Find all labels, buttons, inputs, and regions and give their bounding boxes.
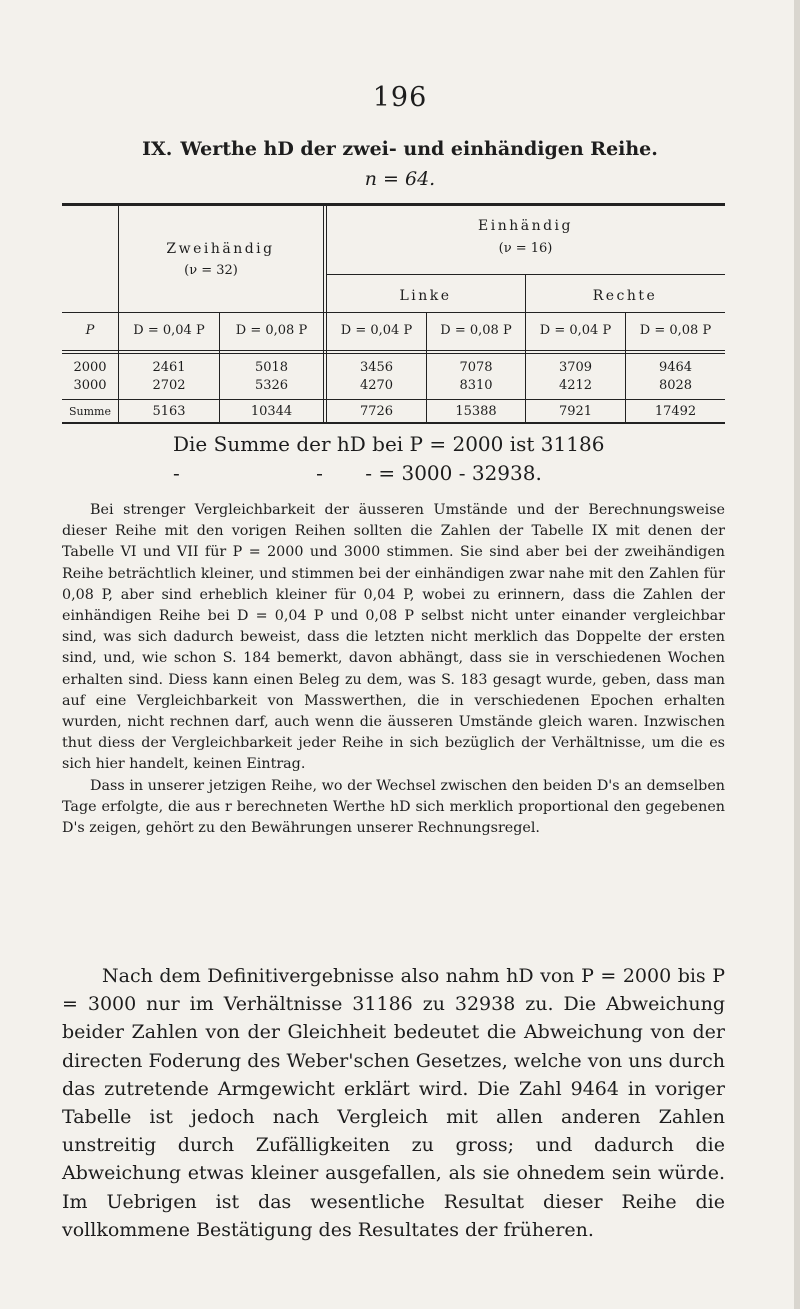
n-line: n = 64.	[364, 168, 436, 190]
table-cell: 8028	[658, 378, 693, 393]
section-number: IX.	[142, 138, 173, 160]
col-header-6: D = 0,08 P	[639, 323, 712, 338]
sum-cell: 7921	[558, 404, 593, 419]
sum-cell: 7726	[359, 404, 394, 419]
main-text-section	[62, 962, 725, 1244]
rechte-header: Rechte	[592, 288, 658, 304]
summary-rest: - = 3000 - 32938.	[365, 461, 542, 485]
table-bottom-rule	[62, 422, 725, 424]
p-header: P	[85, 323, 95, 338]
table-cell: 3456	[359, 360, 394, 375]
table-cell: 7078	[459, 360, 493, 375]
table-cell: 5326	[254, 378, 289, 393]
einhandig-nu: (ν = 16)	[498, 241, 553, 256]
section-title-text: Werthe hD der zwei- und einhändigen Reihe.	[180, 138, 658, 160]
page-edge	[794, 0, 800, 1309]
summary-dash-2: -	[316, 461, 323, 485]
table-cell: 8310	[459, 378, 493, 393]
paragraph: Nach dem Definitivergebnisse also nahm hD von P = 2000 bis P = 3000 nur im Verhältnisse 31186 zu 32938 zu. Die Abweichung beider Zahlen von der Gleichheit bedeutet die Abweichung von der directen Foderung des Weber'schen Gesetzes, welche von uns durch das zutretende Armgewicht erklärt wird. Die Zahl 9464 in voriger Tabelle ist jedoch nach Vergleich mit allen anderen Zahlen unstreitig durch Zufälligkeiten zu gross; und dadurch die Abweichung etwas kleiner ausgefallen, als sie ohnedem sein würde. Im Uebrigen ist das wesentliche Resultat dieser Reihe die vollkommene Bestätigung des Resultates der früheren.	[62, 965, 725, 1241]
page-number: 196	[372, 82, 428, 113]
sum-row-label: Summe	[69, 405, 111, 418]
data-table	[62, 203, 725, 425]
sum-cell: 17492	[654, 404, 697, 419]
sum-cell: 10344	[250, 404, 293, 419]
summary-line-2	[173, 461, 633, 485]
table-cell: 4270	[359, 378, 394, 393]
table-top-rule	[62, 203, 725, 206]
paragraph: Dass in unserer jetzigen Reihe, wo der Wechsel zwischen den beiden D's an demselben Tage erfolgte, die aus r berechneten Werthe hD sich merklich proportional den gegebenen D's zeigen, gehört zu den Bewährungen unserer Rechnungsregel.	[62, 777, 725, 837]
vrule-main-1	[323, 206, 324, 422]
sum-cell: 5163	[152, 404, 186, 419]
table-cell: 9464	[658, 360, 693, 375]
row-label: 2000	[73, 360, 107, 375]
section-title	[0, 138, 800, 160]
table-cell: 4212	[558, 378, 593, 393]
table-cell: 3709	[558, 360, 593, 375]
table-cell: 5018	[254, 360, 289, 375]
col-header-5: D = 0,04 P	[539, 323, 612, 338]
einhandig-header: Einhändig	[478, 218, 573, 234]
row-label: 3000	[73, 378, 107, 393]
summary-line-1: Die Summe der hD bei P = 2000 ist 31186	[173, 432, 605, 456]
linke-header: Linke	[399, 288, 452, 304]
paragraph: Bei strenger Vergleichbarkeit der äusseren Umstände und der Berechnungsweise dieser Reihe mit den vorigen Reihen sollten die Zahlen der Tabelle IX mit denen der Tabelle VI und VII für P = 2000 und 3000 stimmen. Sie sind aber bei der zweihändigen Reihe beträchtlich kleiner, und stimmen bei der einhändigen zwar nahe mit den Zahlen für 0,08 P, aber sind erheblich kleiner für 0,04 P, wobei zu erinnern, dass die Zahlen der einhändigen Reihe bei D = 0,04 P und 0,08 P selbst nicht unter einander vergleichbar sind, was sich dadurch beweist, dass die letzten nicht merklich das Doppelte der ersten sind, und, wie schon S. 184 bemerkt, davon abhängt, dass sie in verschiedenen Wochen erhalten sind. Diess kann einen Beleg zu dem, was S. 183 gesagt wurde, geben, dass man auf eine Vergleichbarkeit von Masswerthen, die in verschiedenen Epochen erhalten wurden, nicht rechnen darf, auch wenn die äusseren Umstände gleich waren. Inzwischen thut diess der Vergleichbarkeit jeder Reihe in sich bezüglich der Verhältnisse, um die es sich hier handelt, keinen Eintrag.	[62, 502, 725, 773]
col-header-1: D = 0,04 P	[133, 323, 205, 338]
sum-cell: 15388	[455, 404, 497, 419]
table-cell: 2461	[152, 360, 186, 375]
summary-dash: -	[173, 461, 180, 485]
zweihandig-nu: (ν = 32)	[184, 263, 238, 278]
small-print-section	[62, 500, 725, 839]
table-cell: 2702	[152, 378, 186, 393]
col-header-3: D = 0,04 P	[340, 323, 413, 338]
zweihandig-header: Zweihändig	[166, 241, 275, 257]
col-header-2: D = 0,08 P	[235, 323, 308, 338]
col-header-4: D = 0,08 P	[440, 323, 512, 338]
